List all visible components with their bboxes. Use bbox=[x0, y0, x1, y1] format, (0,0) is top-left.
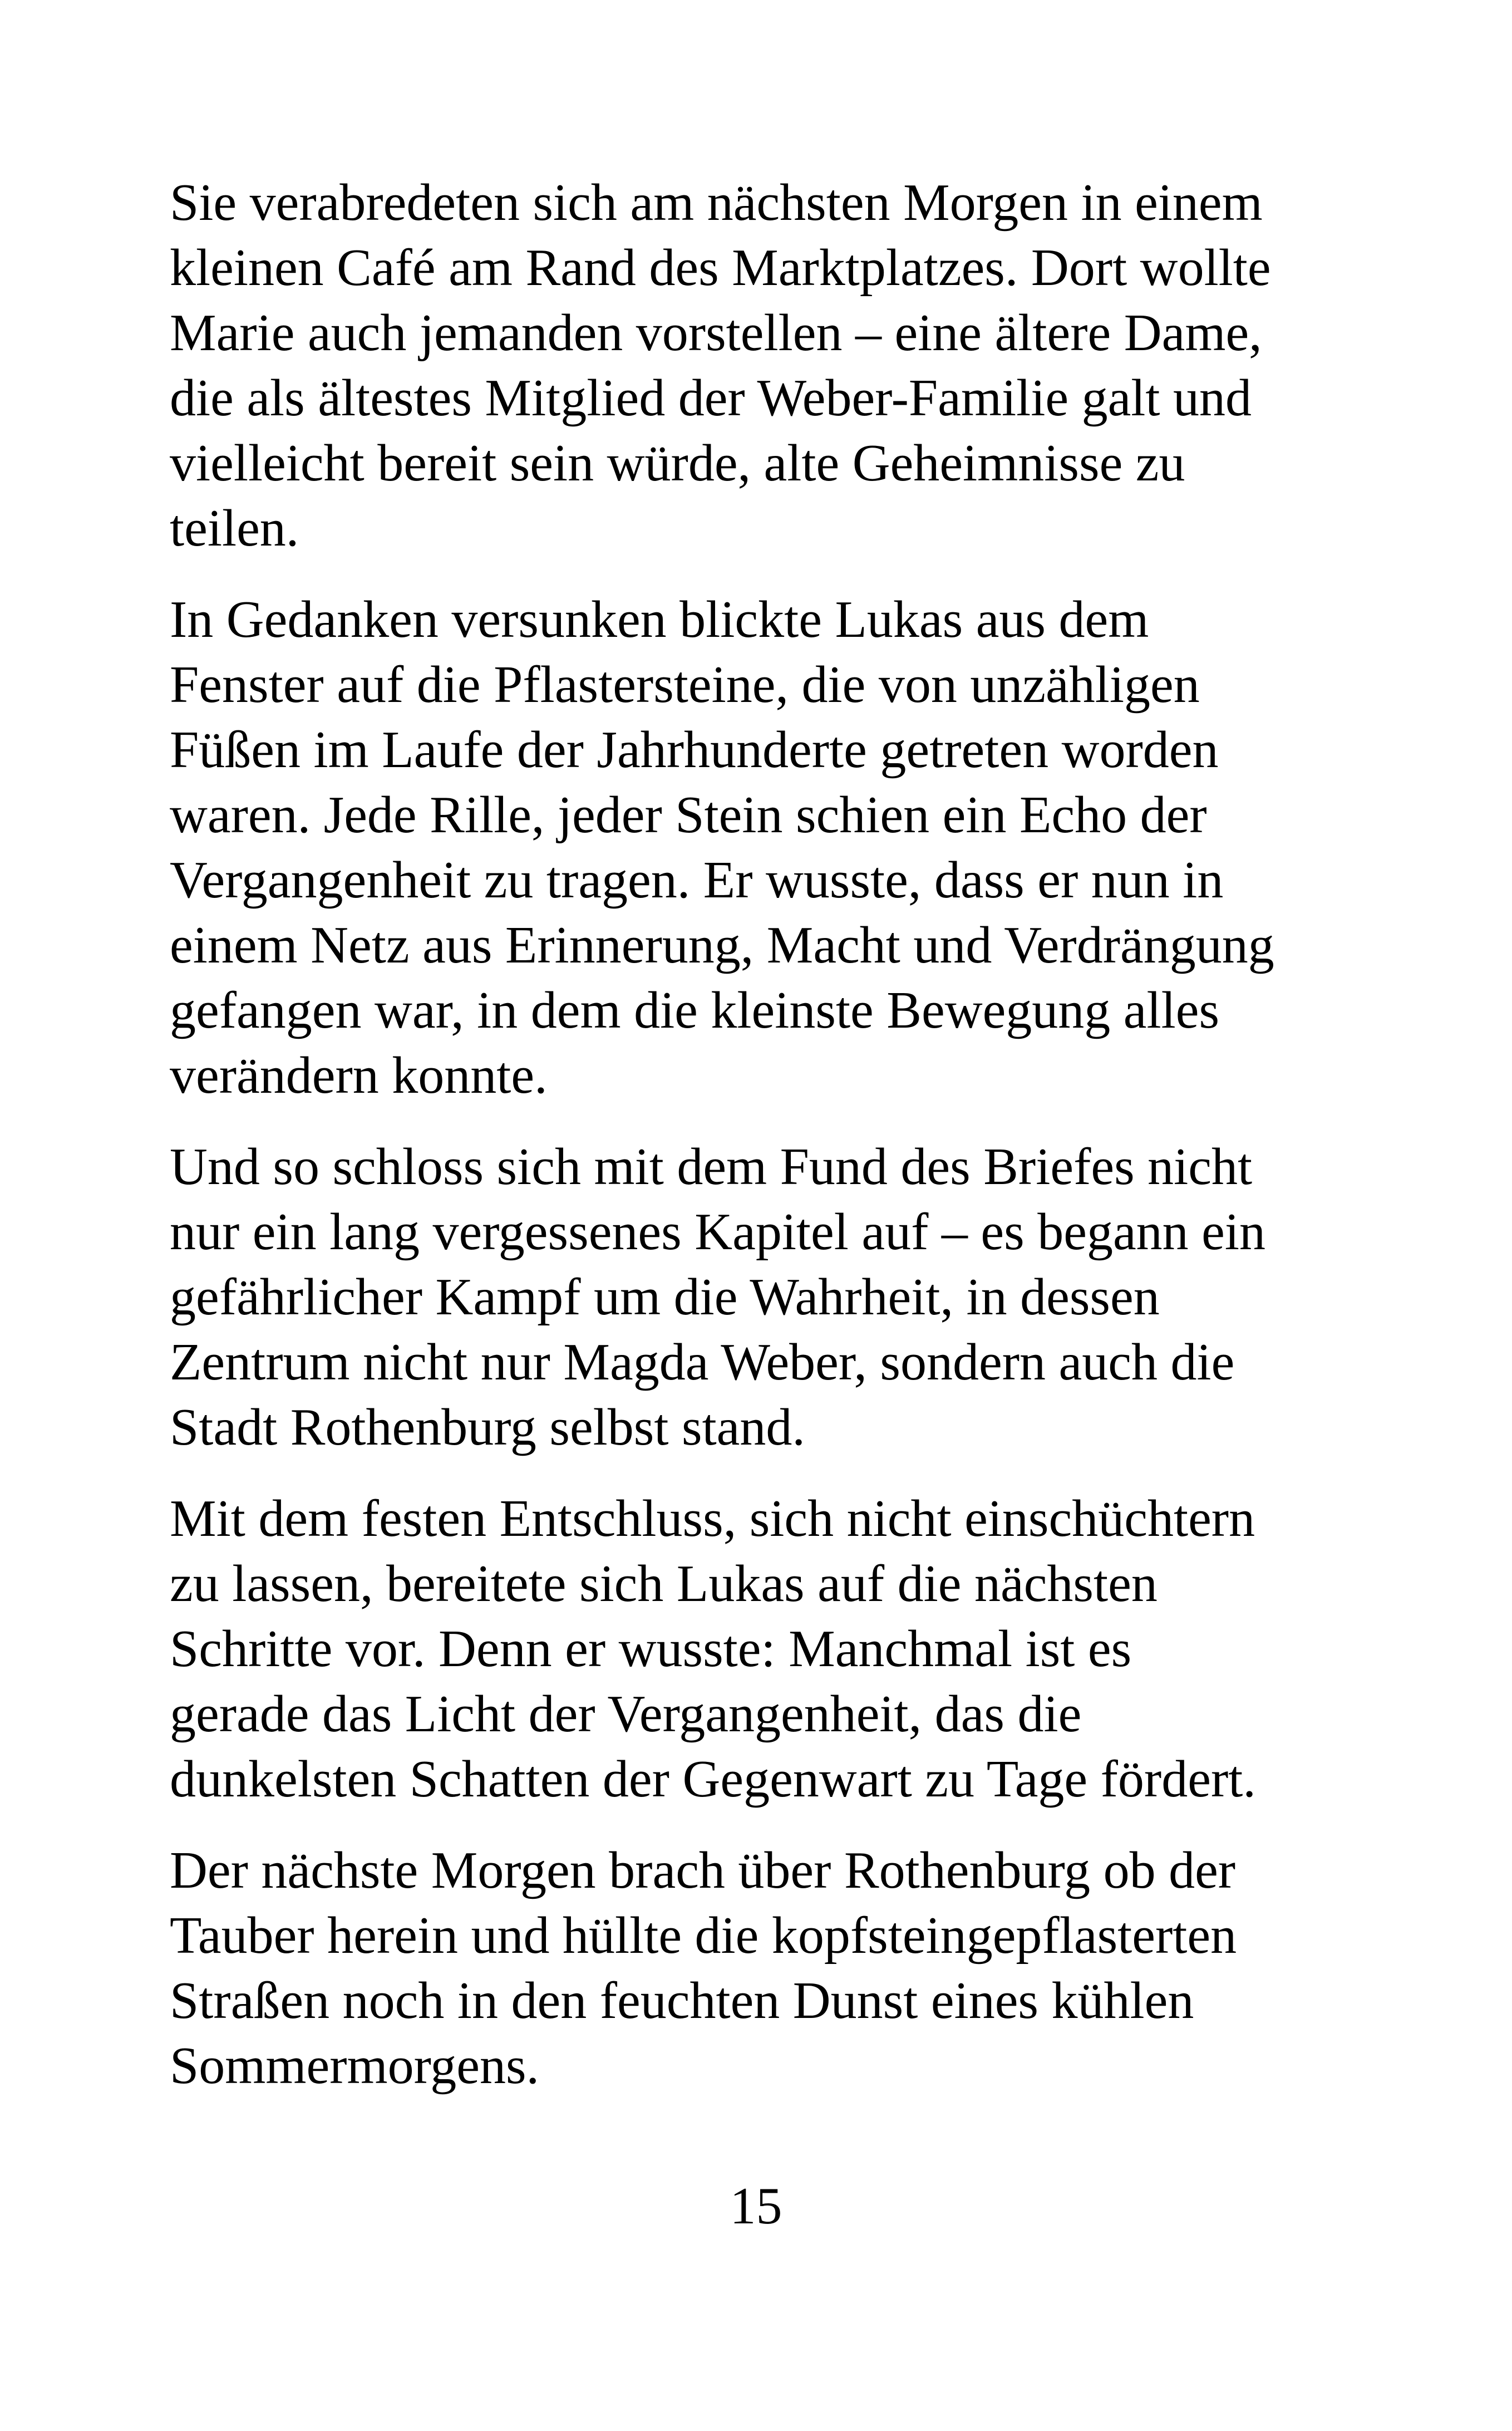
body-text bbox=[170, 170, 1380, 2125]
paragraph: Der nächste Morgen brach über Rothenburg ob der Tauber herein und hüllte die kopfsteingepflasterten Straßen noch in den feuchten Dunst eines kühlen Sommermorgens. bbox=[170, 1841, 1237, 2095]
paragraph: In Gedanken versunken blickte Lukas aus dem Fenster auf die Pflastersteine, die von unzähligen Füßen im Laufe der Jahrhunderte getreten worden waren. Jede Rille, jeder Stein schien ein Echo der Vergangenheit zu tragen. Er wusste, dass er nun in einem Netz aus Erinnerung, Macht und Verdrängung gefangen war, in dem die kleinste Bewegung alles verändern konnte. bbox=[170, 591, 1274, 1104]
paragraph: Sie verabredeten sich am nächsten Morgen in einem kleinen Café am Rand des Marktplatzes. Dort wollte Marie auch jemanden vorstellen – eine ältere Dame, die als ältestes Mitglied der Weber-Familie galt und vielleicht bereit sein würde, alte Geheimnisse zu teilen. bbox=[170, 174, 1271, 557]
paragraph: Mit dem festen Entschluss, sich nicht einschüchtern zu lassen, bereitete sich Lukas auf die nächsten Schritte vor. Denn er wusste: Manchmal ist es gerade das Licht der Vergangenheit, das die dunkelsten Schatten der Gegenwart zu Tage fördert. bbox=[170, 1490, 1256, 1808]
paragraph: Und so schloss sich mit dem Fund des Briefes nicht nur ein lang vergessenes Kapitel auf – es begann ein gefährlicher Kampf um die Wahrheit, in dessen Zentrum nicht nur Magda Weber, sondern auch die Stadt Rothenburg selbst stand. bbox=[170, 1138, 1265, 1456]
page-number: 15 bbox=[730, 2177, 782, 2235]
